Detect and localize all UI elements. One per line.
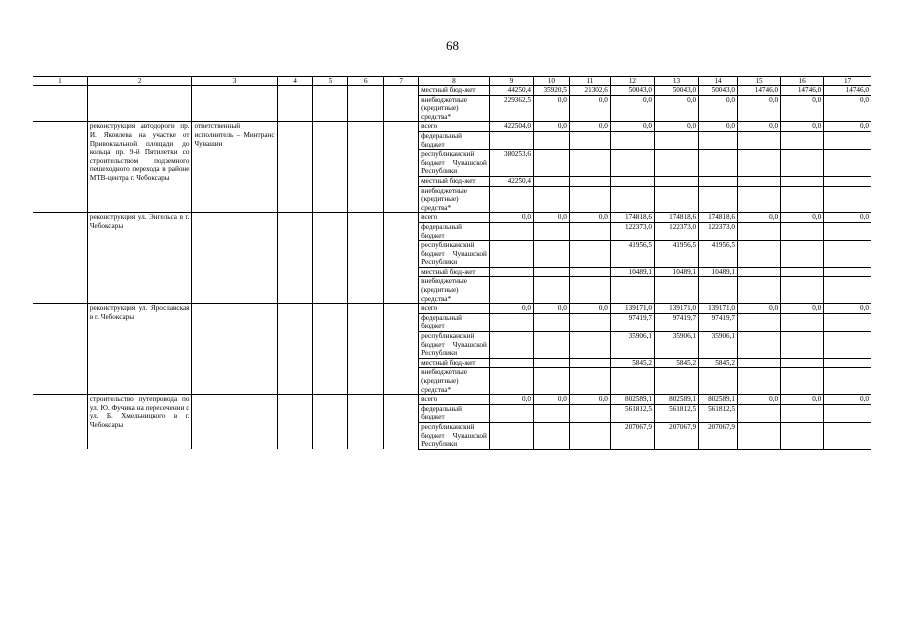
amount-cell: 35906,1: [610, 332, 654, 359]
table-row: [33, 122, 871, 132]
amount-cell: 41956,5: [699, 241, 738, 268]
amount-cell: 0,0: [489, 395, 533, 405]
empty-cell: [277, 395, 313, 450]
amount-cell: [781, 176, 824, 186]
empty-cell: [277, 213, 313, 304]
project-name: реконструкция ул. Энгельса в г. Чебоксары: [87, 213, 192, 304]
amount-cell: [824, 186, 871, 213]
empty-cell: [384, 395, 419, 450]
amount-cell: 0,0: [569, 122, 610, 132]
amount-cell: [738, 404, 781, 422]
amount-cell: 0,0: [533, 95, 569, 122]
amount-cell: 139171,0: [610, 304, 654, 314]
empty-cell: [313, 304, 348, 395]
amount-cell: [738, 222, 781, 240]
funding-source: всего: [419, 304, 490, 314]
amount-cell: [489, 241, 533, 268]
amount-cell: 0,0: [781, 213, 824, 223]
amount-cell: 0,0: [489, 213, 533, 223]
amount-cell: [781, 150, 824, 177]
funding-source: федеральный бюджет: [419, 222, 490, 240]
amount-cell: [569, 422, 610, 449]
funding-source: местный бюд-жет: [419, 86, 490, 96]
amount-cell: 0,0: [610, 122, 654, 132]
amount-cell: [533, 241, 569, 268]
column-number: 3: [192, 77, 277, 86]
amount-cell: 42250,4: [489, 176, 533, 186]
amount-cell: [824, 150, 871, 177]
amount-cell: 0,0: [738, 122, 781, 132]
amount-cell: 0,0: [533, 395, 569, 405]
amount-cell: 97419,7: [610, 313, 654, 331]
amount-cell: 97419,7: [699, 313, 738, 331]
funding-source: всего: [419, 213, 490, 223]
amount-cell: [699, 368, 738, 395]
amount-cell: [533, 131, 569, 149]
amount-cell: [699, 277, 738, 304]
amount-cell: [569, 241, 610, 268]
column-number: 4: [277, 77, 313, 86]
empty-cell: [277, 122, 313, 213]
amount-cell: 0,0: [533, 304, 569, 314]
amount-cell: [569, 131, 610, 149]
amount-cell: [654, 368, 698, 395]
funding-source: всего: [419, 122, 490, 132]
amount-cell: [533, 277, 569, 304]
amount-cell: 174818,6: [699, 213, 738, 223]
page-number: 68: [446, 38, 459, 53]
amount-cell: [654, 150, 698, 177]
column-number: 11: [569, 77, 610, 86]
amount-cell: [533, 222, 569, 240]
amount-cell: 0,0: [569, 213, 610, 223]
amount-cell: 0,0: [738, 95, 781, 122]
amount-cell: 0,0: [824, 395, 871, 405]
amount-cell: [781, 241, 824, 268]
amount-cell: [824, 404, 871, 422]
column-number-header: [33, 77, 871, 86]
row-number-cell: [33, 86, 87, 122]
funding-source: республиканский бюджет Чувашской Республики: [419, 241, 490, 268]
amount-cell: 207067,9: [654, 422, 698, 449]
amount-cell: 0,0: [699, 122, 738, 132]
empty-cell: [384, 213, 419, 304]
column-number: 8: [419, 77, 490, 86]
table-row: [33, 213, 871, 223]
amount-cell: 139171,0: [654, 304, 698, 314]
amount-cell: [781, 267, 824, 277]
funding-source: республиканский бюджет Чувашской Республики: [419, 422, 490, 449]
amount-cell: [699, 176, 738, 186]
row-number-cell: [33, 122, 87, 213]
amount-cell: [569, 186, 610, 213]
empty-cell: [384, 86, 419, 122]
empty-cell: [384, 304, 419, 395]
amount-cell: 0,0: [569, 304, 610, 314]
amount-cell: [610, 176, 654, 186]
row-number-cell: [33, 213, 87, 304]
amount-cell: [533, 404, 569, 422]
amount-cell: [738, 150, 781, 177]
amount-cell: [738, 241, 781, 268]
empty-cell: [313, 122, 348, 213]
amount-cell: [610, 186, 654, 213]
empty-cell: [313, 86, 348, 122]
amount-cell: [824, 277, 871, 304]
executor: [192, 213, 277, 304]
amount-cell: 97419,7: [654, 313, 698, 331]
amount-cell: [533, 150, 569, 177]
funding-source: республиканский бюджет Чувашской Республики: [419, 150, 490, 177]
amount-cell: [824, 267, 871, 277]
amount-cell: 10489,1: [654, 267, 698, 277]
funding-source: внебюджетные (кредитные) средства*: [419, 186, 490, 213]
executor: [192, 304, 277, 395]
amount-cell: [610, 368, 654, 395]
amount-cell: 561812,5: [699, 404, 738, 422]
amount-cell: [781, 368, 824, 395]
funding-source: всего: [419, 395, 490, 405]
funding-source: республиканский бюджет Чувашской Республики: [419, 332, 490, 359]
column-number: 5: [313, 77, 348, 86]
empty-cell: [277, 304, 313, 395]
amount-cell: 0,0: [781, 395, 824, 405]
amount-cell: 139171,0: [699, 304, 738, 314]
project-name: строительство путепровода по ул. Ю. Фучика на пересечении с ул. Б. Хмельницкого в г. Чебоксары: [87, 395, 192, 450]
amount-cell: 5845,2: [654, 358, 698, 368]
amount-cell: [781, 358, 824, 368]
amount-cell: 10489,1: [610, 267, 654, 277]
amount-cell: [738, 332, 781, 359]
amount-cell: [781, 277, 824, 304]
column-number: 14: [699, 77, 738, 86]
amount-cell: [738, 422, 781, 449]
amount-cell: [654, 176, 698, 186]
amount-cell: 0,0: [654, 122, 698, 132]
amount-cell: [738, 267, 781, 277]
amount-cell: 44250,4: [489, 86, 533, 96]
amount-cell: [781, 186, 824, 213]
amount-cell: [654, 277, 698, 304]
column-number: 9: [489, 77, 533, 86]
amount-cell: 802589,1: [654, 395, 698, 405]
amount-cell: [569, 332, 610, 359]
amount-cell: [610, 277, 654, 304]
amount-cell: [781, 222, 824, 240]
amount-cell: [533, 176, 569, 186]
amount-cell: [699, 186, 738, 213]
amount-cell: [533, 313, 569, 331]
amount-cell: [781, 131, 824, 149]
amount-cell: [489, 313, 533, 331]
amount-cell: [569, 404, 610, 422]
amount-cell: 35906,1: [654, 332, 698, 359]
project-name: реконструкция ул. Ярославская в г. Чебоксары: [87, 304, 192, 395]
amount-cell: [781, 313, 824, 331]
amount-cell: 207067,9: [610, 422, 654, 449]
amount-cell: [654, 186, 698, 213]
amount-cell: [738, 186, 781, 213]
row-number-cell: [33, 395, 87, 450]
amount-cell: [489, 222, 533, 240]
amount-cell: 561812,5: [610, 404, 654, 422]
amount-cell: [569, 277, 610, 304]
amount-cell: [824, 422, 871, 449]
amount-cell: [699, 150, 738, 177]
amount-cell: 50043,0: [699, 86, 738, 96]
amount-cell: 0,0: [824, 95, 871, 122]
amount-cell: 122373,0: [610, 222, 654, 240]
amount-cell: [533, 267, 569, 277]
amount-cell: [824, 332, 871, 359]
amount-cell: [738, 358, 781, 368]
amount-cell: [489, 131, 533, 149]
empty-cell: [348, 122, 384, 213]
amount-cell: 0,0: [824, 213, 871, 223]
empty-cell: [313, 395, 348, 450]
column-number: 7: [384, 77, 419, 86]
amount-cell: [738, 313, 781, 331]
amount-cell: 174818,6: [654, 213, 698, 223]
column-number: 12: [610, 77, 654, 86]
column-number: 17: [824, 77, 871, 86]
amount-cell: [533, 422, 569, 449]
amount-cell: [533, 332, 569, 359]
amount-cell: [489, 267, 533, 277]
amount-cell: [824, 313, 871, 331]
executor: [192, 86, 277, 122]
amount-cell: [569, 313, 610, 331]
table-row: [33, 86, 871, 96]
amount-cell: 422504,0: [489, 122, 533, 132]
amount-cell: 229362,5: [489, 95, 533, 122]
column-number: 13: [654, 77, 698, 86]
amount-cell: [824, 358, 871, 368]
empty-cell: [277, 86, 313, 122]
amount-cell: 207067,9: [699, 422, 738, 449]
amount-cell: [569, 150, 610, 177]
amount-cell: 41956,5: [610, 241, 654, 268]
amount-cell: 0,0: [824, 304, 871, 314]
amount-cell: 0,0: [533, 122, 569, 132]
amount-cell: 802589,1: [699, 395, 738, 405]
amount-cell: 5845,2: [699, 358, 738, 368]
amount-cell: [489, 277, 533, 304]
amount-cell: [489, 404, 533, 422]
amount-cell: [738, 131, 781, 149]
funding-source: федеральный бюджет: [419, 313, 490, 331]
executor: ответственный исполнитель – Минтранс Чувашии: [192, 122, 277, 213]
amount-cell: [824, 131, 871, 149]
funding-source: внебюджетные (кредитные) средства*: [419, 277, 490, 304]
column-number: 2: [87, 77, 192, 86]
amount-cell: 35906,1: [699, 332, 738, 359]
amount-cell: 10489,1: [699, 267, 738, 277]
amount-cell: [654, 131, 698, 149]
amount-cell: [738, 277, 781, 304]
amount-cell: [610, 150, 654, 177]
amount-cell: [569, 176, 610, 186]
amount-cell: 0,0: [489, 304, 533, 314]
column-number: 16: [781, 77, 824, 86]
amount-cell: [489, 186, 533, 213]
amount-cell: 21302,6: [569, 86, 610, 96]
amount-cell: [533, 186, 569, 213]
amount-cell: [781, 332, 824, 359]
amount-cell: [738, 368, 781, 395]
amount-cell: [569, 222, 610, 240]
amount-cell: 380253,6: [489, 150, 533, 177]
column-number: 10: [533, 77, 569, 86]
empty-cell: [313, 213, 348, 304]
amount-cell: 0,0: [824, 122, 871, 132]
amount-cell: [489, 368, 533, 395]
amount-cell: [489, 332, 533, 359]
funding-source: местный бюд-жет: [419, 176, 490, 186]
row-number-cell: [33, 304, 87, 395]
amount-cell: 0,0: [738, 213, 781, 223]
amount-cell: 0,0: [569, 395, 610, 405]
amount-cell: 50043,0: [654, 86, 698, 96]
table-row: [33, 395, 871, 405]
amount-cell: [824, 176, 871, 186]
amount-cell: 561812,5: [654, 404, 698, 422]
funding-source: внебюджетные (кредитные) средства*: [419, 95, 490, 122]
amount-cell: [781, 422, 824, 449]
amount-cell: [824, 241, 871, 268]
amount-cell: [781, 404, 824, 422]
amount-cell: [569, 368, 610, 395]
table-row: [33, 304, 871, 314]
amount-cell: 35920,5: [533, 86, 569, 96]
amount-cell: 122373,0: [654, 222, 698, 240]
amount-cell: 122373,0: [699, 222, 738, 240]
amount-cell: [533, 368, 569, 395]
amount-cell: [610, 131, 654, 149]
amount-cell: 0,0: [569, 95, 610, 122]
amount-cell: [699, 131, 738, 149]
funding-source: местный бюд-жет: [419, 267, 490, 277]
amount-cell: 0,0: [610, 95, 654, 122]
amount-cell: 5845,2: [610, 358, 654, 368]
empty-cell: [348, 395, 384, 450]
funding-source: федеральный бюджет: [419, 404, 490, 422]
amount-cell: 0,0: [533, 213, 569, 223]
amount-cell: [489, 422, 533, 449]
project-name: реконструкция автодороги пр. И. Яковлева на участке от Привокзальной площади до кольца пр. 9-й Пятилетки со строительством подземного пешеходного перехода в районе МТВ-центра г. Чебоксары: [87, 122, 192, 213]
executor: [192, 395, 277, 450]
empty-cell: [348, 86, 384, 122]
amount-cell: [824, 222, 871, 240]
amount-cell: 0,0: [654, 95, 698, 122]
amount-cell: 41956,5: [654, 241, 698, 268]
amount-cell: [738, 176, 781, 186]
funding-source: федеральный бюджет: [419, 131, 490, 149]
amount-cell: [824, 368, 871, 395]
amount-cell: 0,0: [781, 122, 824, 132]
column-number: 1: [33, 77, 87, 86]
empty-cell: [348, 213, 384, 304]
amount-cell: 0,0: [781, 304, 824, 314]
amount-cell: 174818,6: [610, 213, 654, 223]
amount-cell: [533, 358, 569, 368]
amount-cell: 14746,0: [845, 86, 869, 94]
amount-cell: 0,0: [781, 95, 824, 122]
column-number: 15: [738, 77, 781, 86]
amount-cell: [489, 358, 533, 368]
amount-cell: 802589,1: [610, 395, 654, 405]
empty-cell: [348, 304, 384, 395]
amount-cell: 0,0: [738, 395, 781, 405]
funding-source: местный бюд-жет: [419, 358, 490, 368]
funding-source: внебюджетные (кредитные) средства*: [419, 368, 490, 395]
column-number: 6: [348, 77, 384, 86]
amount-cell: 0,0: [699, 95, 738, 122]
amount-cell: [569, 267, 610, 277]
project-name: [87, 86, 192, 122]
amount-cell: [569, 358, 610, 368]
amount-cell: 0,0: [738, 304, 781, 314]
budget-table: [33, 76, 871, 450]
amount-cell: 50043,0: [610, 86, 654, 96]
empty-cell: [384, 122, 419, 213]
amount-cell: 14746,0: [738, 86, 781, 96]
amount-cell: 14746,0: [781, 86, 824, 96]
